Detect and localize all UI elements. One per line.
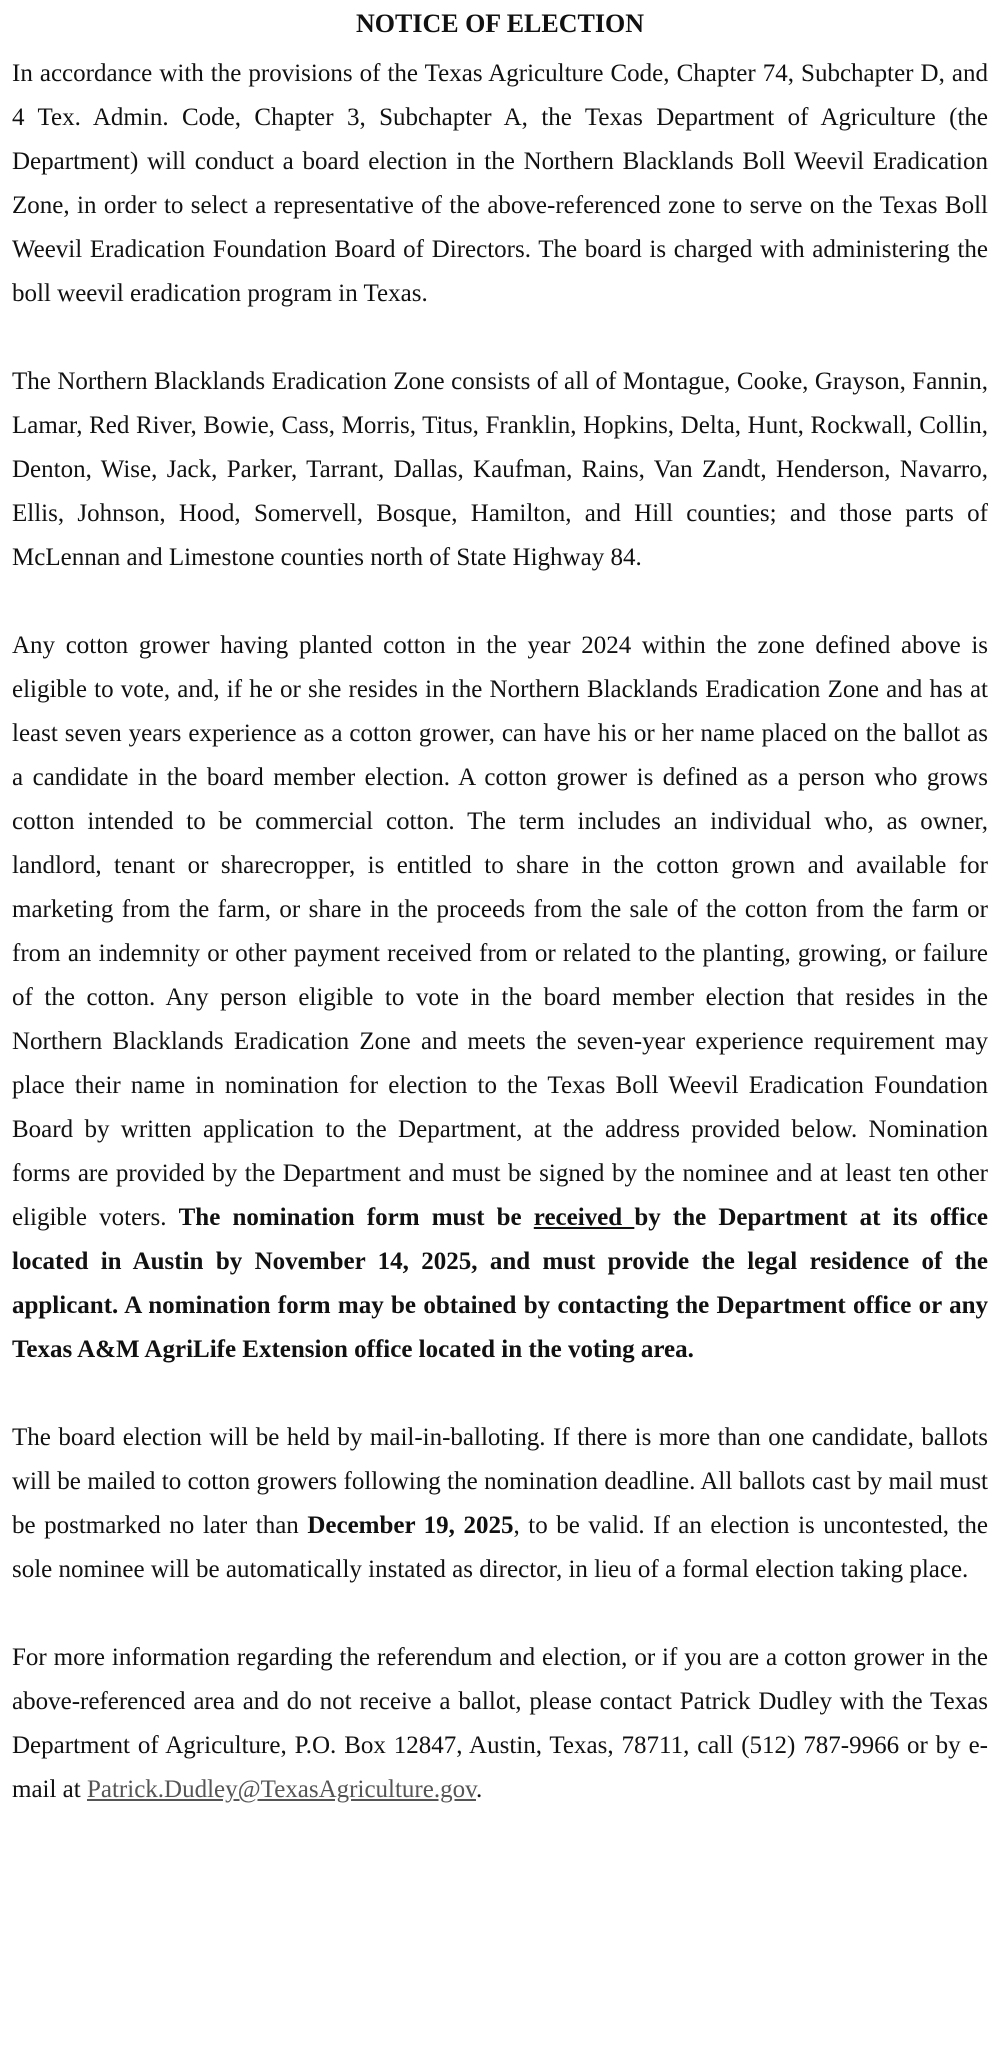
contact-text: For more information regarding the referendum and election, or if you are a cotton grower in the above-referenced area and do not receive a ballot, please contact Patrick Dudley with the Texas Department of Agriculture, P.O. Box 12847, Austin, Texas, 78711, call (512) 787-9966 or by e-mail at [12,1644,988,1803]
received-underlined: received [533,1204,635,1231]
eligibility-text: Any cotton grower having planted cotton in the year 2024 within the zone defined above is eligible to vote, and, if he or she resides in the Northern Blacklands Eradication Zone and has at least seven years experience as a cotton grower, can have his or her name placed on the ballot as a candidate in the board member election. A cotton grower is defined as a person who grows cotton intended to be commercial cotton. The term includes an individual who, as owner, landlord, tenant or sharecropper, is entitled to share in the cotton grown and available for marketing from the farm, or share in the proceeds from the sale of the cotton from the farm or from an indemnity or other payment received from or related to the planting, growing, or failure of the cotton. Any person eligible to vote in the board member election that resides in the Northern Blacklands Eradication Zone and meets the seven-year experience requirement may place their name in nomination for election to the Texas Boll Weevil Eradication Foundation Board by written application to the Department, at the address provided below. Nomination forms are provided by the Department and must be signed by the nominee and at least ten other eligible voters. [12,632,988,1231]
paragraph-eligibility-nomination [12,624,988,1372]
paragraph-contact-info [12,1636,988,1812]
contact-end: . [475,1776,483,1803]
paragraph-statutory-authority: In accordance with the provisions of the Texas Agriculture Code, Chapter 74, Subchapter D, and 4 Tex. Admin. Code, Chapter 3, Subchapter A, the Texas Department of Agriculture (the Department) will conduct a board election in the Northern Blacklands Boll Weevil Eradication Zone, in order to select a representative of the above-referenced zone to serve on the Texas Boll Weevil Eradication Foundation Board of Directors. The board is charged with administering the boll weevil eradication program in Texas. [12,60,988,307]
paragraph-mail-balloting [12,1416,988,1592]
nomination-bold-after: by the Department at its office located in Austin by November 14, 2025, and must provide the legal residence of the applicant. A nomination form may be obtained by contacting the Department office or any Texas A&M AgriLife Extension office located in the voting area. [12,1204,989,1363]
contact-email-link[interactable]: Patrick.Dudley@TexasAgriculture.gov [86,1776,476,1803]
postmark-deadline-date: December 19, 2025 [307,1512,514,1539]
mail-ballot-text-after: , to be valid. If an election is uncontested, the sole nominee will be automatically instated as director, in lieu of a formal election taking place. [12,1512,989,1583]
nomination-bold-before: The nomination form must be [178,1204,534,1231]
mail-ballot-text-before: The board election will be held by mail-in-balloting. If there is more than one candidate, ballots will be mailed to cotton growers following the nomination deadline. All ballots cast by mail must be postmarked no later than [12,1424,988,1539]
notice-title: NOTICE OF ELECTION [356,9,644,38]
paragraph-zone-counties: The Northern Blacklands Eradication Zone consists of all of Montague, Cooke, Grayson, Fannin, Lamar, Red River, Bowie, Cass, Morris, Titus, Franklin, Hopkins, Delta, Hunt, Rockwall, Collin, Denton, Wise, Jack, Parker, Tarrant, Dallas, Kaufman, Rains, Van Zandt, Henderson, Navarro, Ellis, Johnson, Hood, Somervell, Bosque, Hamilton, and Hill counties; and those parts of McLennan and Limestone counties north of State Highway 84. [12,368,988,571]
